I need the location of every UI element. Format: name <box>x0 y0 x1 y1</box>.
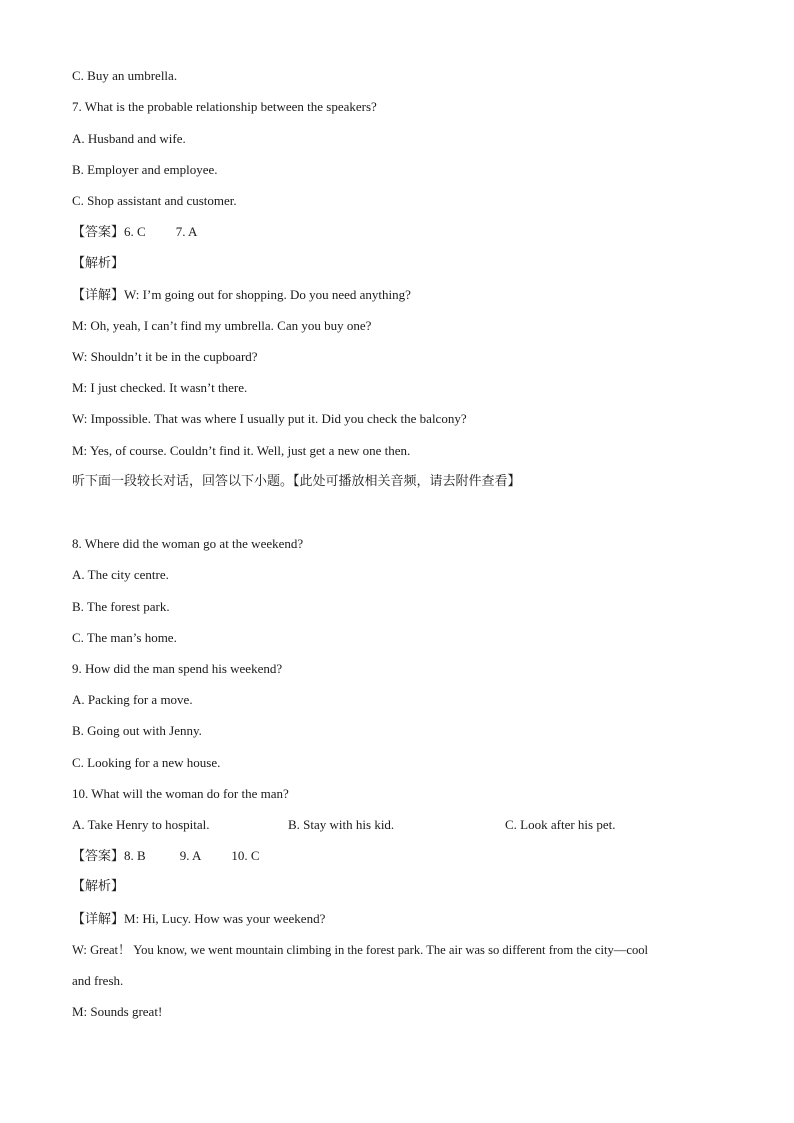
option-7c: C. Shop assistant and customer. <box>72 193 237 208</box>
dialogue-line: W: Shouldn’t it be in the cupboard? <box>72 349 258 364</box>
dialogue-text: M: Hi, Lucy. How was your weekend? <box>124 911 326 926</box>
detail-tag: 【详解】 <box>72 912 125 927</box>
answer-line-1 <box>72 224 197 241</box>
option-9a: A. Packing for a move. <box>72 692 193 707</box>
detail-line-2 <box>72 911 325 928</box>
option-8a: A. The city centre. <box>72 567 169 582</box>
question-9: 9. How did the man spend his weekend? <box>72 661 283 676</box>
option-8b: B. The forest park. <box>72 599 170 614</box>
analysis-tag: 【解析】 <box>72 879 125 894</box>
dialogue-text: W: I’m going out for shopping. Do you need anything? <box>124 287 411 302</box>
answer-8: 8. B <box>124 848 146 863</box>
option-10c: C. Look after his pet. <box>505 817 616 832</box>
answer-tag: 【答案】 <box>72 225 125 240</box>
dialogue-line: and fresh. <box>72 973 124 988</box>
option-7b: B. Employer and employee. <box>72 162 218 177</box>
detail-line-1 <box>72 287 411 304</box>
dialogue-line: M: I just checked. It wasn’t there. <box>72 380 248 395</box>
analysis-tag: 【解析】 <box>72 256 125 271</box>
dialogue-line: M: Sounds great! <box>72 1004 163 1019</box>
answer-6: 6. C <box>124 224 146 239</box>
option-9b: B. Going out with Jenny. <box>72 723 202 738</box>
dialogue-line: M: Oh, yeah, I can’t find my umbrella. Can you buy one? <box>72 318 372 333</box>
question-7: 7. What is the probable relationship between the speakers? <box>72 99 377 114</box>
option-10a: A. Take Henry to hospital. <box>72 817 210 832</box>
dialogue-line: W: Great！ You know, we went mountain climbing in the forest park. The air was so different from the city—cool <box>72 943 649 957</box>
dialogue-line: W: Impossible. That was where I usually put it. Did you check the balcony? <box>72 411 467 426</box>
option-10b: B. Stay with his kid. <box>288 817 395 832</box>
option-7a: A. Husband and wife. <box>72 131 186 146</box>
listening-instruction: 听下面一段较长对话，回答以下小题。【此处可播放相关音频，请去附件查看】 <box>72 474 521 489</box>
answer-7: 7. A <box>175 224 198 239</box>
dialogue-line: M: Yes, of course. Couldn’t find it. Well, just get a new one then. <box>72 443 411 458</box>
answer-line-2 <box>72 848 260 865</box>
option-6c: C. Buy an umbrella. <box>72 68 178 83</box>
answer-10: 10. C <box>231 848 260 863</box>
question-8: 8. Where did the woman go at the weekend? <box>72 536 304 551</box>
option-8c: C. The man’s home. <box>72 630 177 645</box>
question-10: 10. What will the woman do for the man? <box>72 786 289 801</box>
option-9c: C. Looking for a new house. <box>72 755 221 770</box>
detail-tag: 【详解】 <box>72 288 125 303</box>
answer-9: 9. A <box>179 848 202 863</box>
answer-tag: 【答案】 <box>72 849 125 864</box>
